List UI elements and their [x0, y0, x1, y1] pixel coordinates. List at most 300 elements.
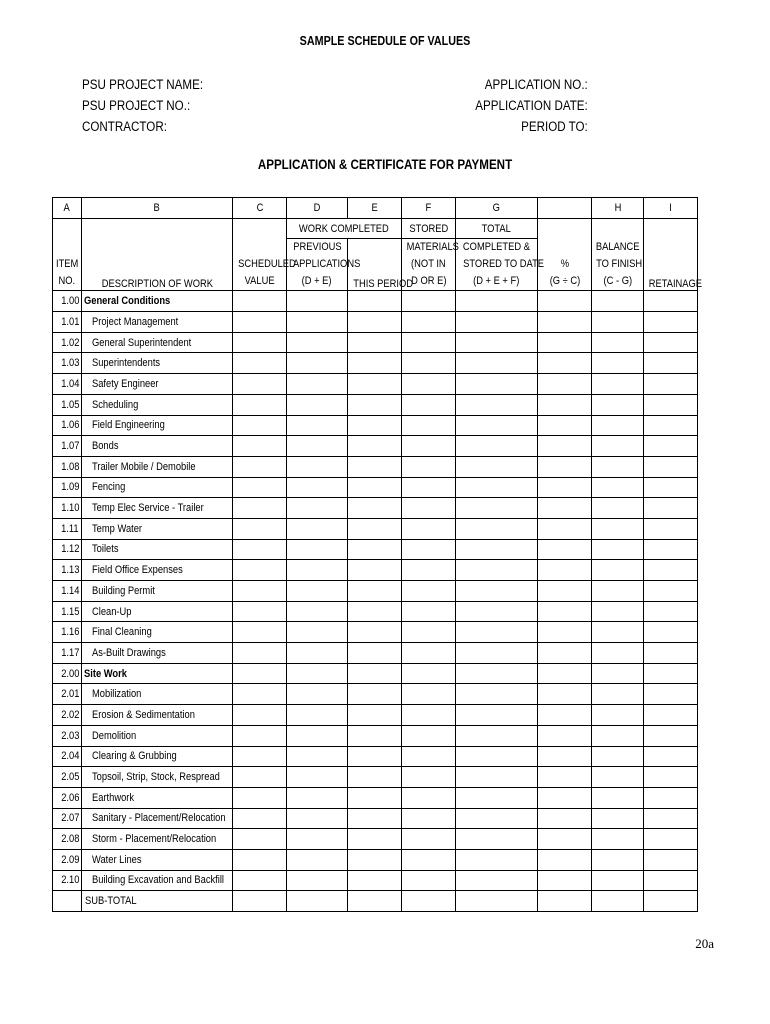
completed-to-date-cell[interactable] — [456, 312, 538, 333]
header-row-1 — [53, 218, 698, 239]
previous-applications-cell[interactable] — [287, 787, 348, 808]
scheduled-value-cell[interactable] — [233, 622, 287, 643]
previous-applications-cell[interactable] — [287, 332, 348, 353]
this-period-cell[interactable] — [348, 436, 402, 457]
scheduled-value-cell[interactable] — [233, 643, 287, 664]
this-period-cell[interactable] — [348, 498, 402, 519]
completed-to-date-cell[interactable] — [456, 684, 538, 705]
balance-cell[interactable] — [592, 291, 644, 312]
item-description: Building Excavation and Backfill — [82, 870, 233, 891]
scheduled-value-cell[interactable] — [233, 539, 287, 560]
percent-cell[interactable] — [538, 829, 592, 850]
this-period-cell[interactable] — [348, 829, 402, 850]
item-description: General Conditions — [82, 291, 233, 312]
completed-to-date-cell[interactable] — [456, 725, 538, 746]
this-period-cell[interactable] — [348, 560, 402, 581]
previous-applications-cell[interactable] — [287, 436, 348, 457]
scheduled-value-cell[interactable] — [233, 746, 287, 767]
previous-applications-cell[interactable] — [287, 746, 348, 767]
this-period-cell[interactable] — [348, 849, 402, 870]
completed-to-date-cell[interactable] — [456, 601, 538, 622]
previous-applications-cell[interactable] — [287, 581, 348, 602]
scheduled-value-cell[interactable] — [233, 849, 287, 870]
stored-materials-cell[interactable] — [402, 374, 456, 395]
retainage-cell[interactable] — [644, 787, 698, 808]
completed-to-date-cell[interactable] — [456, 477, 538, 498]
previous-applications-cell[interactable] — [287, 601, 348, 622]
percent-cell[interactable] — [538, 394, 592, 415]
stored-materials-cell[interactable] — [402, 394, 456, 415]
item-number: 1.09 — [53, 477, 82, 498]
item-number: 1.07 — [53, 436, 82, 457]
table-row — [53, 394, 698, 415]
item-number: 2.04 — [53, 746, 82, 767]
stored-materials-cell[interactable] — [402, 705, 456, 726]
item-description: Erosion & Sedimentation — [82, 705, 233, 726]
table-row — [53, 312, 698, 333]
retainage-cell[interactable] — [644, 498, 698, 519]
percent-cell[interactable] — [538, 725, 592, 746]
item-description: Safety Engineer — [82, 374, 233, 395]
previous-applications-cell[interactable] — [287, 477, 348, 498]
completed-to-date-cell[interactable] — [456, 663, 538, 684]
table-row — [53, 456, 698, 477]
balance-cell[interactable] — [592, 456, 644, 477]
percent-cell[interactable] — [538, 332, 592, 353]
retainage-cell[interactable] — [644, 436, 698, 457]
completed-to-date-cell[interactable] — [456, 394, 538, 415]
subtotal-percent-cell[interactable] — [538, 891, 592, 912]
item-description: Demolition — [82, 725, 233, 746]
this-period-cell[interactable] — [348, 663, 402, 684]
percent-cell[interactable] — [538, 374, 592, 395]
section-row — [53, 291, 698, 312]
retainage-cell[interactable] — [644, 622, 698, 643]
retainage-cell[interactable] — [644, 539, 698, 560]
completed-to-date-cell[interactable] — [456, 787, 538, 808]
scheduled-value-cell[interactable] — [233, 456, 287, 477]
percent-header: % (G ÷ C) — [538, 218, 592, 291]
this-period-cell[interactable] — [348, 622, 402, 643]
table-row — [53, 849, 698, 870]
completed-to-date-cell[interactable] — [456, 767, 538, 788]
completed-to-date-cell[interactable] — [456, 643, 538, 664]
percent-cell[interactable] — [538, 456, 592, 477]
previous-applications-cell[interactable] — [287, 849, 348, 870]
subtotal-completed-to-date-cell[interactable] — [456, 891, 538, 912]
previous-applications-cell[interactable] — [287, 312, 348, 333]
percent-cell[interactable] — [538, 601, 592, 622]
item-description: Clean-Up — [82, 601, 233, 622]
percent-cell[interactable] — [538, 767, 592, 788]
scheduled-value-cell[interactable] — [233, 601, 287, 622]
scheduled-value-cell[interactable] — [233, 353, 287, 374]
completed-to-date-cell[interactable] — [456, 870, 538, 891]
project-info-left — [82, 74, 203, 137]
this-period-cell[interactable] — [348, 312, 402, 333]
retainage-cell[interactable] — [644, 849, 698, 870]
balance-cell[interactable] — [592, 560, 644, 581]
table-row — [53, 725, 698, 746]
item-description: Topsoil, Strip, Stock, Respread — [82, 767, 233, 788]
scheduled-value-cell[interactable] — [233, 394, 287, 415]
completed-to-date-cell[interactable] — [456, 456, 538, 477]
retainage-cell[interactable] — [644, 643, 698, 664]
scheduled-value-cell[interactable] — [233, 477, 287, 498]
table-row — [53, 870, 698, 891]
completed-to-date-cell[interactable] — [456, 498, 538, 519]
stored-materials-cell[interactable] — [402, 332, 456, 353]
subtotal-balance-cell[interactable] — [592, 891, 644, 912]
project-info-right — [476, 74, 588, 137]
percent-cell[interactable] — [538, 291, 592, 312]
balance-cell[interactable] — [592, 332, 644, 353]
percent-cell[interactable] — [538, 353, 592, 374]
scheduled-value-cell[interactable] — [233, 312, 287, 333]
balance-cell[interactable] — [592, 622, 644, 643]
stored-materials-cell[interactable] — [402, 560, 456, 581]
this-period-cell[interactable] — [348, 353, 402, 374]
stored-materials-cell[interactable] — [402, 787, 456, 808]
percent-cell[interactable] — [538, 787, 592, 808]
stored-materials-cell[interactable] — [402, 498, 456, 519]
scheduled-value-cell[interactable] — [233, 829, 287, 850]
percent-cell[interactable] — [538, 518, 592, 539]
item-number: 2.07 — [53, 808, 82, 829]
balance-cell[interactable] — [592, 849, 644, 870]
completed-to-date-cell[interactable] — [456, 560, 538, 581]
completed-to-date-cell[interactable] — [456, 353, 538, 374]
col-letter: G — [456, 198, 538, 219]
this-period-cell[interactable] — [348, 477, 402, 498]
completed-to-date-cell[interactable] — [456, 829, 538, 850]
schedule-of-values-table — [52, 197, 703, 912]
scheduled-value-cell[interactable] — [233, 684, 287, 705]
previous-applications-cell[interactable] — [287, 725, 348, 746]
retainage-cell[interactable] — [644, 374, 698, 395]
previous-applications-cell[interactable] — [287, 870, 348, 891]
balance-cell[interactable] — [592, 539, 644, 560]
item-number: 2.05 — [53, 767, 82, 788]
stored-materials-cell[interactable] — [402, 870, 456, 891]
previous-applications-cell[interactable] — [287, 705, 348, 726]
scheduled-value-cell[interactable] — [233, 436, 287, 457]
balance-cell[interactable] — [592, 374, 644, 395]
previous-applications-cell[interactable] — [287, 291, 348, 312]
percent-cell[interactable] — [538, 870, 592, 891]
retainage-cell[interactable] — [644, 746, 698, 767]
previous-applications-cell[interactable] — [287, 663, 348, 684]
percent-cell[interactable] — [538, 560, 592, 581]
subtotal-retainage-cell[interactable] — [644, 891, 698, 912]
percent-cell[interactable] — [538, 581, 592, 602]
balance-cell[interactable] — [592, 477, 644, 498]
retainage-cell[interactable] — [644, 477, 698, 498]
previous-applications-cell[interactable] — [287, 498, 348, 519]
this-period-cell[interactable] — [348, 332, 402, 353]
previous-applications-cell[interactable] — [287, 518, 348, 539]
this-period-cell[interactable] — [348, 787, 402, 808]
percent-cell[interactable] — [538, 436, 592, 457]
table-row — [53, 705, 698, 726]
item-no-header: ITEM NO. — [53, 218, 82, 291]
table-row — [53, 767, 698, 788]
stored-materials-cell[interactable] — [402, 808, 456, 829]
this-period-cell[interactable] — [348, 725, 402, 746]
percent-cell[interactable] — [538, 684, 592, 705]
previous-applications-cell[interactable] — [287, 767, 348, 788]
balance-cell[interactable] — [592, 643, 644, 664]
this-period-cell[interactable] — [348, 705, 402, 726]
item-description: Superintendents — [82, 353, 233, 374]
stored-materials-cell[interactable] — [402, 746, 456, 767]
retainage-cell[interactable] — [644, 705, 698, 726]
this-period-cell[interactable] — [348, 684, 402, 705]
retainage-cell[interactable] — [644, 808, 698, 829]
table-row — [53, 787, 698, 808]
application-date-label: APPLICATION DATE: — [475, 98, 588, 113]
retainage-cell[interactable] — [644, 560, 698, 581]
item-number: 1.16 — [53, 622, 82, 643]
item-number: 1.14 — [53, 581, 82, 602]
scheduled-value-cell[interactable] — [233, 374, 287, 395]
item-description: Scheduling — [82, 394, 233, 415]
description-header: DESCRIPTION OF WORK — [82, 218, 233, 291]
stored-materials-cell[interactable] — [402, 518, 456, 539]
stored-materials-cell[interactable] — [402, 477, 456, 498]
balance-header: BALANCE TO FINISH (C - G) — [592, 218, 644, 291]
percent-cell[interactable] — [538, 622, 592, 643]
retainage-cell[interactable] — [644, 353, 698, 374]
completed-to-date-cell[interactable] — [456, 705, 538, 726]
previous-applications-cell[interactable] — [287, 622, 348, 643]
completed-to-date-cell[interactable] — [456, 415, 538, 436]
table-row — [53, 601, 698, 622]
balance-cell[interactable] — [592, 498, 644, 519]
retainage-cell[interactable] — [644, 767, 698, 788]
percent-cell[interactable] — [538, 643, 592, 664]
period-to-label: PERIOD TO: — [521, 119, 588, 134]
table-row — [53, 808, 698, 829]
this-period-cell[interactable] — [348, 581, 402, 602]
balance-cell[interactable] — [592, 684, 644, 705]
percent-cell[interactable] — [538, 312, 592, 333]
stored-materials-cell[interactable] — [402, 353, 456, 374]
balance-cell[interactable] — [592, 518, 644, 539]
balance-cell[interactable] — [592, 581, 644, 602]
col-letter: D — [287, 198, 348, 219]
stored-materials-cell[interactable] — [402, 684, 456, 705]
completed-to-date-cell[interactable] — [456, 808, 538, 829]
balance-cell[interactable] — [592, 787, 644, 808]
percent-cell[interactable] — [538, 415, 592, 436]
col-letter: B — [82, 198, 233, 219]
scheduled-value-cell[interactable] — [233, 518, 287, 539]
retainage-cell[interactable] — [644, 312, 698, 333]
balance-cell[interactable] — [592, 436, 644, 457]
subtotal-previous-applications-cell[interactable] — [287, 891, 348, 912]
this-period-cell[interactable] — [348, 518, 402, 539]
previous-applications-cell[interactable] — [287, 643, 348, 664]
previous-applications-cell[interactable] — [287, 456, 348, 477]
balance-cell[interactable] — [592, 705, 644, 726]
percent-cell[interactable] — [538, 705, 592, 726]
table-row — [53, 498, 698, 519]
this-period-cell[interactable] — [348, 394, 402, 415]
this-period-cell[interactable] — [348, 870, 402, 891]
stored-materials-cell[interactable] — [402, 539, 456, 560]
previous-applications-cell[interactable] — [287, 353, 348, 374]
scheduled-value-cell[interactable] — [233, 332, 287, 353]
stored-materials-cell[interactable] — [402, 767, 456, 788]
retainage-cell[interactable] — [644, 601, 698, 622]
balance-cell[interactable] — [592, 725, 644, 746]
previous-applications-cell[interactable] — [287, 539, 348, 560]
scheduled-value-cell[interactable] — [233, 663, 287, 684]
stored-materials-cell[interactable] — [402, 725, 456, 746]
balance-cell[interactable] — [592, 808, 644, 829]
completed-to-date-cell[interactable] — [456, 518, 538, 539]
completed-to-date-cell[interactable] — [456, 539, 538, 560]
completed-to-date-cell[interactable] — [456, 746, 538, 767]
stored-materials-cell[interactable] — [402, 829, 456, 850]
previous-applications-cell[interactable] — [287, 374, 348, 395]
item-number: 2.06 — [53, 787, 82, 808]
table-row — [53, 560, 698, 581]
retainage-cell[interactable] — [644, 456, 698, 477]
percent-cell[interactable] — [538, 539, 592, 560]
contractor-label: CONTRACTOR: — [82, 119, 167, 134]
scheduled-value-cell[interactable] — [233, 725, 287, 746]
table-row — [53, 746, 698, 767]
item-description: Storm - Placement/Relocation — [82, 829, 233, 850]
this-period-cell[interactable] — [348, 601, 402, 622]
stored-materials-cell[interactable] — [402, 849, 456, 870]
col-letter: E — [348, 198, 402, 219]
percent-cell[interactable] — [538, 498, 592, 519]
balance-cell[interactable] — [592, 829, 644, 850]
balance-cell[interactable] — [592, 767, 644, 788]
page-number: 20a — [695, 936, 714, 951]
completed-to-date-cell[interactable] — [456, 436, 538, 457]
stored-materials-cell[interactable] — [402, 312, 456, 333]
subtotal-stored-materials-cell[interactable] — [402, 891, 456, 912]
percent-cell[interactable] — [538, 663, 592, 684]
scheduled-value-cell[interactable] — [233, 291, 287, 312]
item-description: Trailer Mobile / Demobile — [82, 456, 233, 477]
retainage-cell[interactable] — [644, 332, 698, 353]
retainage-cell[interactable] — [644, 684, 698, 705]
item-number: 1.08 — [53, 456, 82, 477]
this-period-cell[interactable] — [348, 291, 402, 312]
stored-materials-cell[interactable] — [402, 436, 456, 457]
item-number: 1.00 — [53, 291, 82, 312]
scheduled-value-cell[interactable] — [233, 581, 287, 602]
previous-applications-cell[interactable] — [287, 808, 348, 829]
col-letter — [538, 198, 592, 219]
stored-materials-cell[interactable] — [402, 581, 456, 602]
previous-applications-cell[interactable] — [287, 684, 348, 705]
retainage-cell[interactable] — [644, 581, 698, 602]
balance-cell[interactable] — [592, 663, 644, 684]
stored-materials-cell[interactable] — [402, 415, 456, 436]
retainage-cell[interactable] — [644, 663, 698, 684]
completed-to-date-cell[interactable] — [456, 622, 538, 643]
balance-cell[interactable] — [592, 394, 644, 415]
percent-cell[interactable] — [538, 746, 592, 767]
retainage-cell[interactable] — [644, 394, 698, 415]
scheduled-value-cell[interactable] — [233, 787, 287, 808]
item-number: 2.00 — [53, 663, 82, 684]
this-period-cell[interactable] — [348, 539, 402, 560]
balance-cell[interactable] — [592, 415, 644, 436]
percent-cell[interactable] — [538, 849, 592, 870]
item-description: Site Work — [82, 663, 233, 684]
subtotal-item-cell — [53, 891, 82, 912]
retainage-cell[interactable] — [644, 829, 698, 850]
stored-materials-cell[interactable] — [402, 601, 456, 622]
item-number: 2.10 — [53, 870, 82, 891]
project-no-label: PSU PROJECT NO.: — [82, 98, 191, 113]
previous-applications-cell[interactable] — [287, 829, 348, 850]
item-description: General Superintendent — [82, 332, 233, 353]
this-period-cell[interactable] — [348, 746, 402, 767]
stored-materials-cell[interactable] — [402, 643, 456, 664]
scheduled-value-cell[interactable] — [233, 415, 287, 436]
balance-cell[interactable] — [592, 601, 644, 622]
previous-applications-cell[interactable] — [287, 560, 348, 581]
completed-to-date-cell[interactable] — [456, 849, 538, 870]
retainage-cell[interactable] — [644, 518, 698, 539]
stored-materials-cell[interactable] — [402, 456, 456, 477]
completed-to-date-cell[interactable] — [456, 581, 538, 602]
previous-applications-cell[interactable] — [287, 394, 348, 415]
this-period-cell[interactable] — [348, 456, 402, 477]
stored-materials-cell[interactable] — [402, 291, 456, 312]
column-letter-row — [53, 198, 698, 219]
balance-cell[interactable] — [592, 312, 644, 333]
retainage-cell[interactable] — [644, 725, 698, 746]
stored-materials-cell[interactable] — [402, 663, 456, 684]
balance-cell[interactable] — [592, 746, 644, 767]
retainage-cell[interactable] — [644, 870, 698, 891]
completed-to-date-cell[interactable] — [456, 291, 538, 312]
scheduled-value-cell[interactable] — [233, 498, 287, 519]
this-period-cell[interactable] — [348, 808, 402, 829]
percent-cell[interactable] — [538, 808, 592, 829]
col-letter: I — [644, 198, 698, 219]
subtotal-row — [53, 891, 698, 912]
previous-applications-cell[interactable] — [287, 415, 348, 436]
subtotal-this-period-cell[interactable] — [348, 891, 402, 912]
retainage-cell[interactable] — [644, 291, 698, 312]
percent-cell[interactable] — [538, 477, 592, 498]
subtotal-scheduled-value-cell[interactable] — [233, 891, 287, 912]
scheduled-value-cell[interactable] — [233, 560, 287, 581]
stored-materials-cell[interactable] — [402, 622, 456, 643]
balance-cell[interactable] — [592, 353, 644, 374]
balance-cell[interactable] — [592, 870, 644, 891]
this-period-cell[interactable] — [348, 643, 402, 664]
completed-to-date-cell[interactable] — [456, 374, 538, 395]
retainage-cell[interactable] — [644, 415, 698, 436]
this-period-cell[interactable] — [348, 767, 402, 788]
this-period-cell[interactable] — [348, 415, 402, 436]
completed-to-date-cell[interactable] — [456, 332, 538, 353]
section-row — [53, 663, 698, 684]
scheduled-value-cell[interactable] — [233, 705, 287, 726]
this-period-cell[interactable] — [348, 374, 402, 395]
